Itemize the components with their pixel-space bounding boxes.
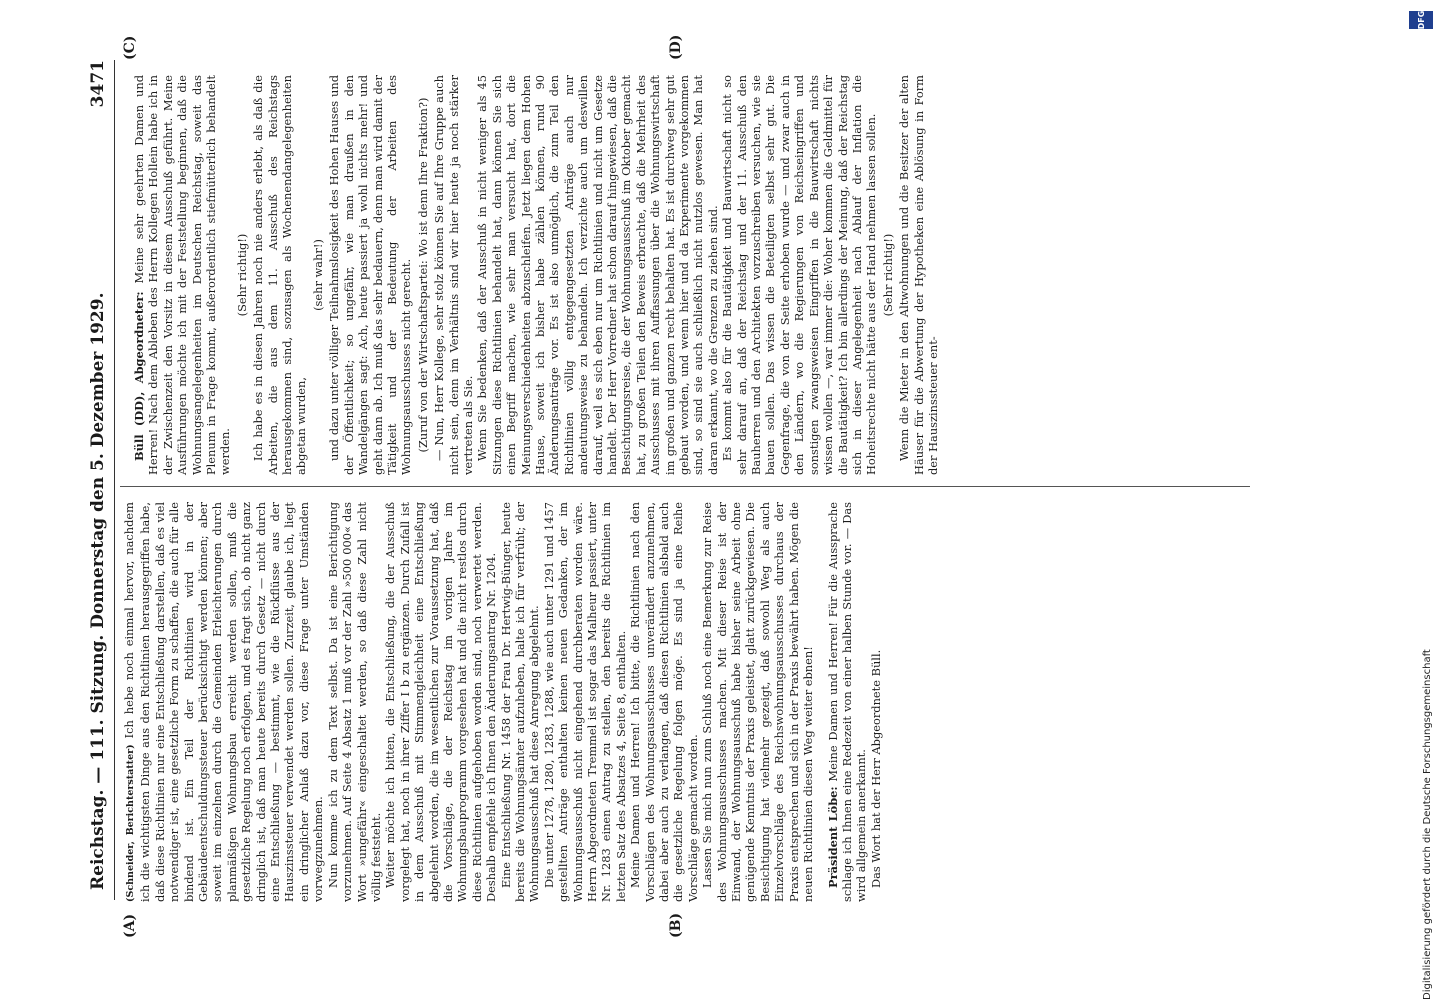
margin-marker-c: (C) [122, 35, 138, 60]
paragraph-text: Die unter 1278, 1280, 1283, 1288, wie auch unter 1291 und 1457 gestellten Anträge enthalten keinen neuen Gedanken, der im Wohnungsausschuß nicht eingehend durchberaten worden wäre. Herrn Abgeordneten Tremmel ist sogar das Malheur passiert, unter Nr. 1283 einen Antrag zu stellen, den bereits die Richtlinien im letzten Satz des Absatzes 4, Seite 8, enthalten. [541, 502, 628, 902]
paragraph-text: und dazu unter völliger Teilnahmslosigkeit des Hohen Hauses und der Öffentlichkeit; so ungefähr, wie man draußen in den Wandelgängen sagt: Ach, heute passiert ja wohl nichts mehr! und geht dann ab. Ich muß das sehr bedauern, denn man wird damit der Tätigkeit und der Bedeutung der Arbeiten des Wohnungsausschusses nicht gerecht. [327, 75, 414, 475]
paragraph-text: Wenn Sie bedenken, daß der Ausschuß in nicht weniger als 45 Sitzungen diese Richtlinien behandelt hat, dann können Sie sich einen Begriff machen, wie sehr man versucht hat, dort die Meinungsverschiedenheiten abzuschleifen. Jetzt liegen dem Hohen Hause, soweit ich bisher habe zählen können, rund 90 Änderungsanträge vor. Es ist also unmöglich, die zum Teil den Richtlinien völlig entgegengesetzten Anträge auch nur andeutungsweise zu behandeln. Ich verzichte auch um deswillen darauf, weil es sich eben nur um Richtlinien und nicht um Gesetze handelt. Der Herr Vorredner hat schon darauf hingewiesen, daß die Besichtigungsreise, die der Wohnungsausschuß im Oktober gemacht hat, zu großen Teilen den Beweis erbrachte, daß die Mehrheit des Ausschusses mit ihren Auffassungen über die Wohnungswirtschaft im großen und ganzen recht behalten hat. Es ist durchweg sehr gut gebaut worden, und wenn hier und da Experimente vorgekommen sind, so sind sie auch schließlich nicht nutzlos gewesen. Man hat daran erkannt, wo die Grenzen zu ziehen sind. [475, 75, 720, 475]
paragraph-text: Ich habe es in diesen Jahren noch nie anders erlebt, als daß die Arbeiten, die aus dem 11. Ausschuß des Reichstags herausgekommen sind, sozusagen als Wochenendangelegenheiten abgetan wurden, [251, 75, 309, 475]
page-header [88, 60, 114, 900]
paragraph [475, 75, 720, 475]
paragraph-text: Meine Damen und Herren! Für die Aussprache schlage ich Ihnen eine Redezeit von einer halben Stunde vor. — Das wird allgemein anerkannt. [825, 502, 869, 902]
interjection-text: (Zuruf von der Wirtschaftspartei: Wo ist denn Ihre Fraktion?) [415, 97, 430, 453]
page-number: 3471 [88, 60, 108, 108]
paragraph-text: Weiter möchte ich bitten, die Entschließung, die der Ausschuß vorgelegt hat, noch in ihrer Ziffer I b zu ergänzen. Durch Zufall ist in dem Ausschuß mit Stimmengleichheit eine Entschließung abgelehnt worden, die im wesentlichen zur Voraussetzung hat, daß die Vorschläge, die der Reichstag im vorigen Jahre im Wohnungsbauprogramm vorgesehen hat und die nicht restlos durch diese Richtlinien aufgehoben worden sind, noch verwertet werden. Deshalb empfehle ich Ihnen den Änderungsantrag Nr. 1204. [383, 502, 499, 902]
paragraph [628, 502, 700, 902]
left-text-column [122, 502, 883, 902]
speaker-continuation-label: (Schneider, Berichterstatter) [125, 744, 136, 902]
paragraph [700, 502, 815, 902]
speaker-name: Büll (DD), Abgeordneter: [132, 291, 146, 461]
paragraph-text: Eine Entschließung Nr. 1458 der Frau Dr. Hertwig-Bünger, heute bereits die Wohnungsämter aufzuheben, halte ich für verfrüht; der Wohnungsausschuß hat diese Anregung abgelehnt. [498, 502, 542, 902]
paragraph [432, 75, 475, 475]
paragraph-text: Lassen Sie mich nun zum Schluß noch eine Bemerkung zur Reise des Wohnungsausschusses machen. Mit dieser Reise ist der Einwand, der Wohnungsausschuß habe bisher seine Arbeit ohne genügende Kenntnis der Praxis geleistet, glatt zurückgewiesen. Die Besichtigung hat vielmehr gezeigt, daß sowohl Weg als auch Einzelvorschläge des Reichswohnungsausschusses durchaus der Praxis entsprechen und sich in der Praxis bewährt haben. Mögen die neuen Richtlinien diesen Weg weiter ebnen! [700, 502, 816, 902]
speaker-paragraph [826, 502, 869, 902]
interjection [235, 75, 249, 475]
dfg-logo: DFG [1409, 11, 1433, 29]
interjection-text: (Sehr richtig!) [234, 233, 249, 317]
speaker-paragraph [132, 75, 233, 475]
paragraph [720, 75, 878, 475]
paragraph-text: Nun komme ich zu dem Text selbst. Da ist eine Berichtigung vorzunehmen. Auf Seite 4 Absatz 1 muß vor der Zahl »500 000« das Wort »ungefähr« eingeschaltet werden, so daß diese Zahl nicht völlig feststeht. [325, 502, 383, 902]
running-title: Reichstag. — 111. Sitzung. Donnerstag den 5. Dezember 1929. [88, 292, 108, 890]
interjection [416, 75, 430, 475]
paragraph [326, 502, 384, 902]
paragraph [122, 502, 326, 902]
paragraph-text: Ich hebe noch einmal hervor, nachdem ich die wichtigsten Dinge aus den Richtlinien herausgegriffen habe, daß diese Richtlinien nur eine Entschließung darstellen, daß es viel notwendiger ist, eine gesetzliche Form zu schaffen, die auch für alle bindend ist. Ein Teil der Richtlinien wird in der Gebäudeentschuldungssteuer berücksichtigt werden können; aber soweit im einzelnen durch die Gemeinden Erleichterungen durch planmäßigen Wohnungsbau erreicht werden sollen, muß die gesetzliche Regelung noch erfolgen, und es fragt sich, ob nicht ganz dringlich ist, daß man heute bereits durch Gesetz — nicht durch eine Entschließung — bestimmt, wie die Rückflüsse aus der Hauszinssteuer verwendet werden sollen. Zurzeit, glaube ich, liegt ein dringlicher Anlaß dazu vor, diese Frage unter Umständen vorwegzunehmen. [122, 502, 326, 902]
digitization-note: Digitalisierung gefördert durch die Deutsche Forschungsgemeinschaft [1422, 649, 1433, 1000]
paragraph [383, 502, 498, 902]
paragraph-text: Es kommt also für die Bautätigkeit und Bauwirtschaft nicht so sehr darauf an, daß der Reichstag und der 11. Ausschuß den Bauherren und den Architekten vorzuschreiben versuchen, wie sie bauen sollen. Das wissen die Beteiligten selbst sehr gut. Die Gegenfrage, die von der Seite erhoben wurde — und zwar auch in den Ländern, wo die Regierungen von Reichseingriffen und sonstigen zwangsweisen Eingriffen in die Bauwirtschaft nichts wissen wollen —, war immer die: Woher kommen die Geldmittel für die Bautätigkeit? Ich bin allerdings der Meinung, daß der Reichstag sich in dieser Angelegenheit nach Ablauf der Inflation die Hoheitsrechte nicht hätte aus der Hand nehmen lassen sollen. [720, 75, 879, 475]
paragraph [327, 75, 413, 475]
right-text-column [122, 75, 940, 475]
paragraph [869, 502, 883, 902]
paragraph-text: Meine sehr geehrten Damen und Herren! Nach dem Ableben des Herrn Kollegen Hollein habe ich in der Zwischenzeit den Vorsitz in diesem Ausschuß geführt. Meine Ausführungen möchte ich mit der Feststellung beginnen, daß die Wohnungsangelegenheiten im Deutschen Reichstag, soweit das Plenum in Frage kommt, außerordentlich stiefmütterlich behandelt werden. [132, 75, 233, 475]
paragraph-text: Das Wort hat der Herr Abgeordnete Büll. [868, 649, 883, 888]
speaker-name: Präsident Löbe: [825, 786, 840, 888]
paragraph [251, 75, 309, 475]
paragraph [542, 502, 628, 902]
margin-marker-b: (B) [668, 912, 684, 938]
header-rule [114, 60, 115, 900]
interjection-text: (Sehr richtig!) [880, 233, 895, 317]
paragraph [499, 502, 542, 902]
interjection-text: (sehr wahr!) [310, 239, 325, 311]
paragraph-text: Meine Damen und Herren! Ich bitte, die Richtlinien nach den Vorschlägen des Wohnungsausschusses unverändert anzunehmen, dabei aber auch zu verlangen, daß diesen Richtlinien alsbald auch die gesetzliche Regelung folgen möge. Es sind ja eine Reihe Vorschläge gemacht worden. [628, 502, 700, 902]
column-divider [120, 486, 1250, 487]
interjection [311, 75, 325, 475]
paragraph-text: Wenn die Mieter in den Altwohnungen und die Besitzer der alten Häuser für die Abwertung der Hypotheken eine Ablösung in Form der Hauszinssteuer ent- [897, 75, 940, 475]
interjection [881, 75, 895, 475]
paragraph-text: — Nun, Herr Kollege, sehr stolz können Sie auf Ihre Gruppe auch nicht sein, denn im Verhältnis sind wir hier heute ja noch stärker vertreten als Sie. [432, 75, 475, 475]
paragraph [897, 75, 940, 475]
margin-marker-a: (A) [122, 913, 138, 938]
margin-marker-d: (D) [668, 34, 684, 60]
